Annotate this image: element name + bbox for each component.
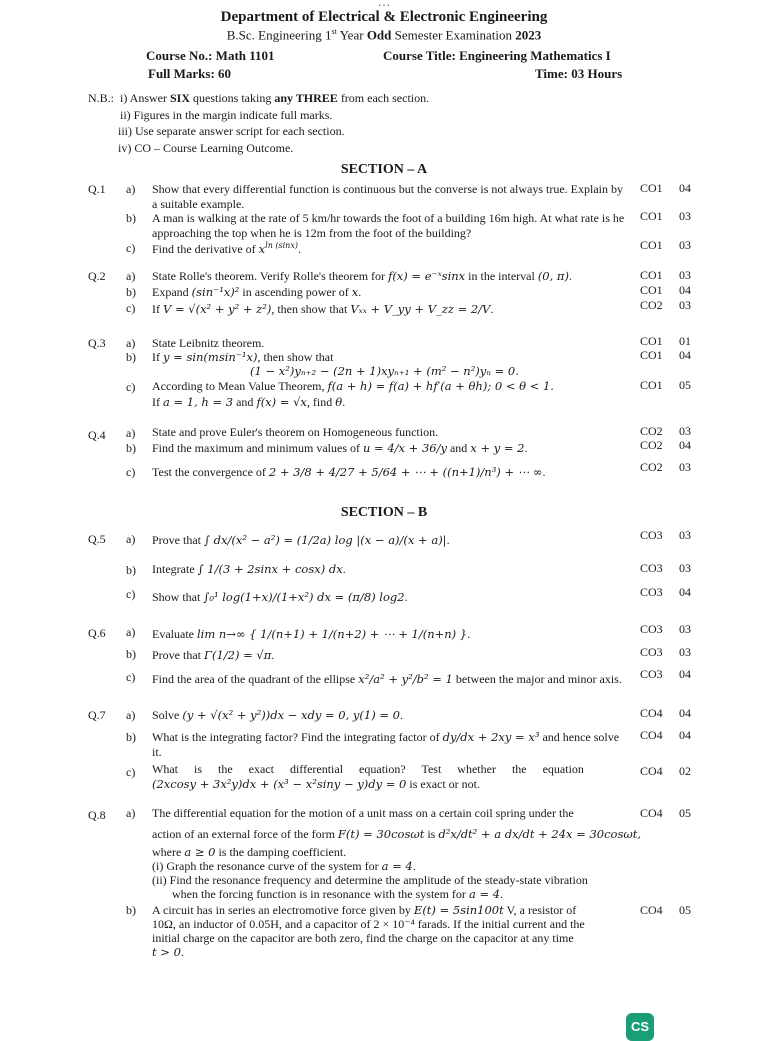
q4c-label: c) xyxy=(126,465,136,479)
q5b-co: CO3 xyxy=(640,561,663,575)
nb-line-3: iii) Use separate answer script for each section. xyxy=(118,124,345,138)
q2-number: Q.2 xyxy=(88,269,106,283)
q1a-label: a) xyxy=(126,182,136,196)
q3b-label: b) xyxy=(126,350,136,364)
q5c-text: Show that ∫₀¹ log(1+x)/(1+x²) dx = (π/8) log2. xyxy=(152,590,408,604)
q7c-co: CO4 xyxy=(640,764,663,778)
q8b-label: b) xyxy=(126,903,136,917)
q3c-co: CO1 xyxy=(640,378,663,392)
q4a-marks: 03 xyxy=(679,424,691,438)
q2a-marks: 03 xyxy=(679,268,691,282)
q1b-co: CO1 xyxy=(640,209,663,223)
q3c-text: According to Mean Value Theorem, f(a + h) = f(a) + hf′(a + θh); 0 < θ < 1. xyxy=(152,379,554,393)
q4-number: Q.4 xyxy=(88,428,106,442)
q7a-marks: 04 xyxy=(679,706,691,720)
nb-line-4: iv) CO – Course Learning Outcome. xyxy=(118,141,294,155)
q5b-label: b) xyxy=(126,563,136,577)
q1b-marks: 03 xyxy=(679,209,691,223)
q6c-label: c) xyxy=(126,670,136,684)
q8-number: Q.8 xyxy=(88,808,106,822)
q6a-marks: 03 xyxy=(679,622,691,636)
q8a-text: The differential equation for the motion of a unit mass on a certain coil spring under the xyxy=(152,806,574,820)
q6a-label: a) xyxy=(126,625,136,639)
q1-number: Q.1 xyxy=(88,182,106,196)
q6c-marks: 04 xyxy=(679,667,691,681)
q4a-text: State and prove Euler's theorem on Homogeneous function. xyxy=(152,425,439,439)
cropped-top-line: … xyxy=(377,0,391,9)
q3c-text-line2: If a = 1, h = 3 and f(x) = √x, find θ. xyxy=(152,395,346,409)
q3a-marks: 01 xyxy=(679,334,691,348)
q8a-co: CO4 xyxy=(640,806,663,820)
q7b-co: CO4 xyxy=(640,728,663,742)
q1c-co: CO1 xyxy=(640,238,663,252)
q7a-label: a) xyxy=(126,708,136,722)
q8a-text-line2: action of an external force of the form F(t) = 30cosωt is d²x/dt² + a dx/dt + 24x = 30cosωt, xyxy=(152,827,642,841)
q3-number: Q.3 xyxy=(88,336,106,350)
q8b-text-line4: t > 0. xyxy=(152,945,184,959)
q5b-marks: 03 xyxy=(679,561,691,575)
q7c-text-line2: (2xcosy + 3x²y)dx + (x³ − x²siny − y)dy = 0 is exact or not. xyxy=(152,777,481,791)
q1a-marks: 04 xyxy=(679,181,691,195)
q5c-label: c) xyxy=(126,587,136,601)
q3a-co: CO1 xyxy=(640,334,663,348)
q3b-co: CO1 xyxy=(640,348,663,362)
q5a-marks: 03 xyxy=(679,528,691,542)
q5a-text: Prove that ∫ dx/(x² − a²) = (1/2a) log |(x − a)/(x + a)|. xyxy=(152,533,450,547)
q6b-co: CO3 xyxy=(640,645,663,659)
q4b-text: Find the maximum and minimum values of u = 4/x + 36/y and x + y = 2. xyxy=(152,441,528,455)
q6a-text: Evaluate lim n→∞ { 1/(n+1) + 1/(n+2) + ⋯ + 1/(n+n) }. xyxy=(152,627,471,641)
q6b-text: Prove that Γ(1/2) = √π. xyxy=(152,648,275,662)
q5b-text: Integrate ∫ 1/(3 + 2sinx + cosx) dx. xyxy=(152,562,346,576)
q8a-marks: 05 xyxy=(679,806,691,820)
q4b-co: CO2 xyxy=(640,438,663,452)
q7b-label: b) xyxy=(126,730,136,744)
q7c-marks: 02 xyxy=(679,764,691,778)
camscanner-logo: CS xyxy=(626,1013,654,1041)
q6b-marks: 03 xyxy=(679,645,691,659)
q2b-text: Expand (sin⁻¹x)² in ascending power of x. xyxy=(152,285,362,299)
q8b-marks: 05 xyxy=(679,903,691,917)
q4a-label: a) xyxy=(126,426,136,440)
q1c-label: c) xyxy=(126,241,136,255)
q4c-co: CO2 xyxy=(640,460,663,474)
q3c-label: c) xyxy=(126,380,136,394)
department-title: Department of Electrical & Electronic Engineering xyxy=(220,9,548,25)
q3b-marks: 04 xyxy=(679,348,691,362)
q2c-co: CO2 xyxy=(640,298,663,312)
q7c-text: What is the exact differential equation? Test whether the equation xyxy=(152,762,584,776)
q5c-co: CO3 xyxy=(640,585,663,599)
q2c-marks: 03 xyxy=(679,298,691,312)
q8a-text-line5: (ii) Find the resonance frequency and determine the amplitude of the steady-state vibration xyxy=(152,873,588,887)
exam-line: B.Sc. Engineering 1st Year Odd Semester Examination 2023 xyxy=(226,27,542,43)
q6b-label: b) xyxy=(126,647,136,661)
q3b-text: If y = sin(msin⁻¹x), then show that xyxy=(152,350,334,364)
q5a-co: CO3 xyxy=(640,528,663,542)
q2c-label: c) xyxy=(126,301,136,315)
q6-number: Q.6 xyxy=(88,626,106,640)
q7b-text: What is the integrating factor? Find the integrating factor of dy/dx + 2xy = x³ and hence solve it. xyxy=(152,730,620,759)
q4b-label: b) xyxy=(126,441,136,455)
course-title: Course Title: Engineering Mathematics I xyxy=(383,48,611,63)
q2b-co: CO1 xyxy=(640,283,663,297)
q2a-label: a) xyxy=(126,269,136,283)
full-marks: Full Marks: 60 xyxy=(148,66,232,81)
q5a-label: a) xyxy=(126,532,136,546)
q3b-equation: (1 − x²)yₙ₊₂ − (2n + 1)xyₙ₊₁ + (m² − n²)yₙ = 0. xyxy=(250,364,519,378)
q1b-text: A man is walking at the rate of 5 km/hr towards the foot of a building 16m high. At what rate is he approaching the top when he is 12m from the foot of the building? xyxy=(152,211,625,240)
q6a-co: CO3 xyxy=(640,622,663,636)
q3c-marks: 05 xyxy=(679,378,691,392)
q5-number: Q.5 xyxy=(88,532,106,546)
q2c-text: If V = √(x² + y² + z²), then show that Vₓₓ + V_yy + V_zz = 2/V. xyxy=(152,302,494,316)
nb-line-1: i) Answer SIX questions taking any THREE from each section. xyxy=(120,91,430,105)
section-a-title: SECTION – A xyxy=(340,162,428,177)
q4c-text: Test the convergence of 2 + 3/8 + 4/27 + 5/64 + ⋯ + ((n+1)/n³) + ⋯ ∞. xyxy=(152,465,546,479)
q1c-marks: 03 xyxy=(679,238,691,252)
q5c-marks: 04 xyxy=(679,585,691,599)
q3a-text: State Leibnitz theorem. xyxy=(152,336,265,350)
q8a-text-line3: where a ≥ 0 is the damping coefficient. xyxy=(152,845,347,859)
exam-time: Time: 03 Hours xyxy=(535,66,623,81)
q1a-text: Show that every differential function is continuous but the converse is not always true. Explain by a suitable example. xyxy=(152,182,624,211)
section-b-title: SECTION – B xyxy=(340,505,428,520)
q7c-label: c) xyxy=(126,765,136,779)
q4a-co: CO2 xyxy=(640,424,663,438)
q1a-co: CO1 xyxy=(640,181,663,195)
nb-line-2: ii) Figures in the margin indicate full marks. xyxy=(120,108,333,122)
q8a-label: a) xyxy=(126,806,136,820)
q8a-text-line6: when the forcing function is in resonance with the system for a = 4. xyxy=(172,887,504,901)
q1c-text: Find the derivative of $x^{ln (sinx)}$. xyxy=(152,241,301,256)
q2a-text: State Rolle's theorem. Verify Rolle's theorem for f(x) = e⁻ˣsinx in the interval (0, π). xyxy=(152,269,572,283)
q8b-text: A circuit has in series an electromotive force given by E(t) = 5sin100t V, a resistor of xyxy=(152,903,577,917)
nb-prefix: N.B.: xyxy=(88,91,115,105)
q4b-marks: 04 xyxy=(679,438,691,452)
q8b-text-line3: initial charge on the capacitor are both zero, find the charge on the capacitor at any time xyxy=(152,931,574,945)
q7a-text: Solve (y + √(x² + y²))dx − xdy = 0, y(1) = 0. xyxy=(152,708,403,722)
q6c-text: Find the area of the quadrant of the ellipse x²/a² + y²/b² = 1 between the major and minor axis. xyxy=(152,672,622,686)
q8b-text-line2: 10Ω, an inductor of 0.05H, and a capacitor of 2 × 10⁻⁴ farads. If the initial current and the xyxy=(152,917,585,931)
q4c-marks: 03 xyxy=(679,460,691,474)
q6c-co: CO3 xyxy=(640,667,663,681)
q8a-text-line4: (i) Graph the resonance curve of the system for a = 4. xyxy=(152,859,416,873)
q2b-marks: 04 xyxy=(679,283,691,297)
q8b-co: CO4 xyxy=(640,903,663,917)
q7-number: Q.7 xyxy=(88,708,106,722)
q3a-label: a) xyxy=(126,336,136,350)
q2a-co: CO1 xyxy=(640,268,663,282)
q2b-label: b) xyxy=(126,285,136,299)
q7b-marks: 04 xyxy=(679,728,691,742)
q1b-label: b) xyxy=(126,211,136,225)
q7a-co: CO4 xyxy=(640,706,663,720)
course-number: Course No.: Math 1101 xyxy=(146,48,275,63)
